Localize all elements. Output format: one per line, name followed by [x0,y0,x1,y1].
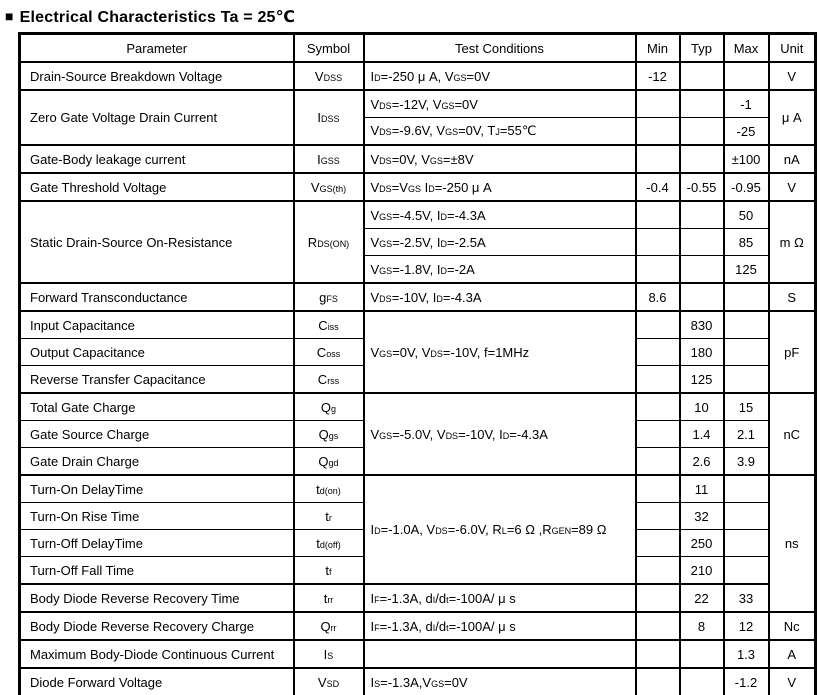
cell-max: 1.3 [724,640,769,668]
cell-sym: IDSS [294,90,364,145]
cell-param: Maximum Body-Diode Continuous Current [20,640,294,668]
cell-max [724,62,769,90]
cell-min [636,311,680,339]
cell-min: -12 [636,62,680,90]
table-row [20,393,816,421]
cell-min [636,668,680,695]
cell-sym: Coss [294,339,364,366]
cell-typ: 250 [680,530,724,557]
cell-sym: gFS [294,283,364,311]
cell-typ: 22 [680,584,724,612]
cell-typ: 32 [680,503,724,530]
cell-min [636,475,680,503]
cell-unit: V [769,668,816,695]
cell-tc: VGS=-1.8V, ID=-2A [364,256,636,284]
cell-typ: 125 [680,366,724,394]
cell-min [636,393,680,421]
cell-unit: S [769,283,816,311]
cell-tc: VGS=-5.0V, VDS=-10V, ID=-4.3A [364,393,636,475]
cell-typ: 10 [680,393,724,421]
cell-max [724,530,769,557]
cell-sym: tf [294,557,364,585]
table-row [20,640,816,668]
table-row [20,311,816,339]
cell-param: Total Gate Charge [20,393,294,421]
cell-max [724,339,769,366]
col-header-test-conditions: Test Conditions [364,34,636,63]
cell-unit: V [769,62,816,90]
cell-max: 50 [724,201,769,229]
cell-typ: 11 [680,475,724,503]
cell-tc: VGS=-4.5V, ID=-4.3A [364,201,636,229]
cell-tc: VDS=0V, VGS=±8V [364,145,636,173]
cell-unit: V [769,173,816,201]
cell-tc: IS=-1.3A,VGS=0V [364,668,636,695]
cell-typ [680,640,724,668]
cell-sym: VDSS [294,62,364,90]
cell-typ: 210 [680,557,724,585]
cell-max: ±100 [724,145,769,173]
cell-tc: VDS=-12V, VGS=0V [364,90,636,118]
cell-typ: 1.4 [680,421,724,448]
cell-min [636,557,680,585]
cell-param: Output Capacitance [20,339,294,366]
cell-max: -25 [724,118,769,146]
cell-tc: IF=-1.3A, dI/dt=-100A/ μ s [364,584,636,612]
table-row [20,283,816,311]
cell-tc: ID=-1.0A, VDS=-6.0V, RL=6 Ω ,RGEN=89 Ω [364,475,636,584]
cell-typ: 2.6 [680,448,724,476]
table-row [20,612,816,640]
cell-sym: VGS(th) [294,173,364,201]
table-row [20,62,816,90]
cell-typ: 8 [680,612,724,640]
cell-min [636,503,680,530]
cell-unit: A [769,640,816,668]
cell-min [636,145,680,173]
cell-max: 125 [724,256,769,284]
cell-min [636,339,680,366]
cell-tc: ID=-250 μ A, VGS=0V [364,62,636,90]
cell-param: Gate-Body leakage current [20,145,294,173]
cell-max: 33 [724,584,769,612]
cell-min [636,201,680,229]
col-header-unit: Unit [769,34,816,63]
cell-unit: nC [769,393,816,475]
cell-max [724,557,769,585]
cell-param: Drain-Source Breakdown Voltage [20,62,294,90]
cell-tc [364,640,636,668]
cell-min: 8.6 [636,283,680,311]
cell-param: Body Diode Reverse Recovery Time [20,584,294,612]
cell-tc: VDS=-10V, ID=-4.3A [364,283,636,311]
cell-param: Turn-On Rise Time [20,503,294,530]
cell-unit: Nc [769,612,816,640]
cell-max: 12 [724,612,769,640]
cell-sym: Ciss [294,311,364,339]
col-header-typ: Typ [680,34,724,63]
cell-unit: m Ω [769,201,816,283]
cell-typ [680,62,724,90]
cell-unit: μ A [769,90,816,145]
electrical-characteristics-table [18,32,817,695]
table-row [20,173,816,201]
cell-param: Forward Transconductance [20,283,294,311]
cell-param: Gate Threshold Voltage [20,173,294,201]
table-header-row [20,34,816,63]
section-bullet-icon: ■ [5,8,14,24]
col-header-parameter: Parameter [20,34,294,63]
col-header-symbol: Symbol [294,34,364,63]
table-row [20,475,816,503]
cell-max [724,283,769,311]
col-header-max: Max [724,34,769,63]
cell-sym: tr [294,503,364,530]
cell-sym: VSD [294,668,364,695]
cell-max [724,503,769,530]
cell-unit: ns [769,475,816,612]
cell-typ [680,145,724,173]
cell-min [636,640,680,668]
cell-min [636,366,680,394]
cell-sym: trr [294,584,364,612]
cell-param: Turn-Off DelayTime [20,530,294,557]
cell-min [636,421,680,448]
cell-max: -1.2 [724,668,769,695]
table-row [20,668,816,695]
cell-max: 85 [724,229,769,256]
cell-tc: VGS=0V, VDS=-10V, f=1MHz [364,311,636,393]
cell-max: 3.9 [724,448,769,476]
cell-tc: VDS=VGS ID=-250 μ A [364,173,636,201]
cell-typ [680,118,724,146]
cell-typ [680,256,724,284]
cell-param: Static Drain-Source On-Resistance [20,201,294,283]
cell-unit: pF [769,311,816,393]
cell-min [636,118,680,146]
cell-sym: Qgs [294,421,364,448]
cell-param: Body Diode Reverse Recovery Charge [20,612,294,640]
cell-max: -0.95 [724,173,769,201]
cell-typ: 180 [680,339,724,366]
cell-typ [680,229,724,256]
cell-param: Gate Source Charge [20,421,294,448]
cell-sym: td(off) [294,530,364,557]
cell-tc: IF=-1.3A, dI/dt=-100A/ μ s [364,612,636,640]
cell-min [636,530,680,557]
page-title-text: Electrical Characteristics Ta = 25℃ [19,9,296,26]
table-row [20,90,816,118]
page-title [5,7,821,27]
cell-max: 2.1 [724,421,769,448]
cell-unit: nA [769,145,816,173]
cell-param: Zero Gate Voltage Drain Current [20,90,294,145]
cell-sym: Crss [294,366,364,394]
cell-min [636,448,680,476]
cell-sym: td(on) [294,475,364,503]
cell-typ [680,201,724,229]
cell-max [724,475,769,503]
cell-max: -1 [724,90,769,118]
cell-typ: -0.55 [680,173,724,201]
cell-sym: IS [294,640,364,668]
cell-param: Turn-Off Fall Time [20,557,294,585]
cell-min [636,584,680,612]
cell-typ [680,283,724,311]
cell-tc: VGS=-2.5V, ID=-2.5A [364,229,636,256]
cell-param: Turn-On DelayTime [20,475,294,503]
cell-param: Reverse Transfer Capacitance [20,366,294,394]
cell-sym: Qgd [294,448,364,476]
cell-sym: Qrr [294,612,364,640]
cell-min [636,612,680,640]
col-header-min: Min [636,34,680,63]
cell-typ [680,90,724,118]
cell-max [724,311,769,339]
cell-sym: RDS(ON) [294,201,364,283]
cell-min [636,90,680,118]
cell-min: -0.4 [636,173,680,201]
table-row [20,145,816,173]
table-body [20,62,816,695]
cell-typ: 830 [680,311,724,339]
table-row [20,201,816,229]
cell-typ [680,668,724,695]
cell-param: Input Capacitance [20,311,294,339]
cell-max: 15 [724,393,769,421]
cell-param: Diode Forward Voltage [20,668,294,695]
cell-tc: VDS=-9.6V, VGS=0V, TJ=55℃ [364,118,636,146]
cell-sym: IGSS [294,145,364,173]
cell-sym: Qg [294,393,364,421]
cell-min [636,229,680,256]
table-row [20,584,816,612]
cell-min [636,256,680,284]
cell-param: Gate Drain Charge [20,448,294,476]
cell-max [724,366,769,394]
